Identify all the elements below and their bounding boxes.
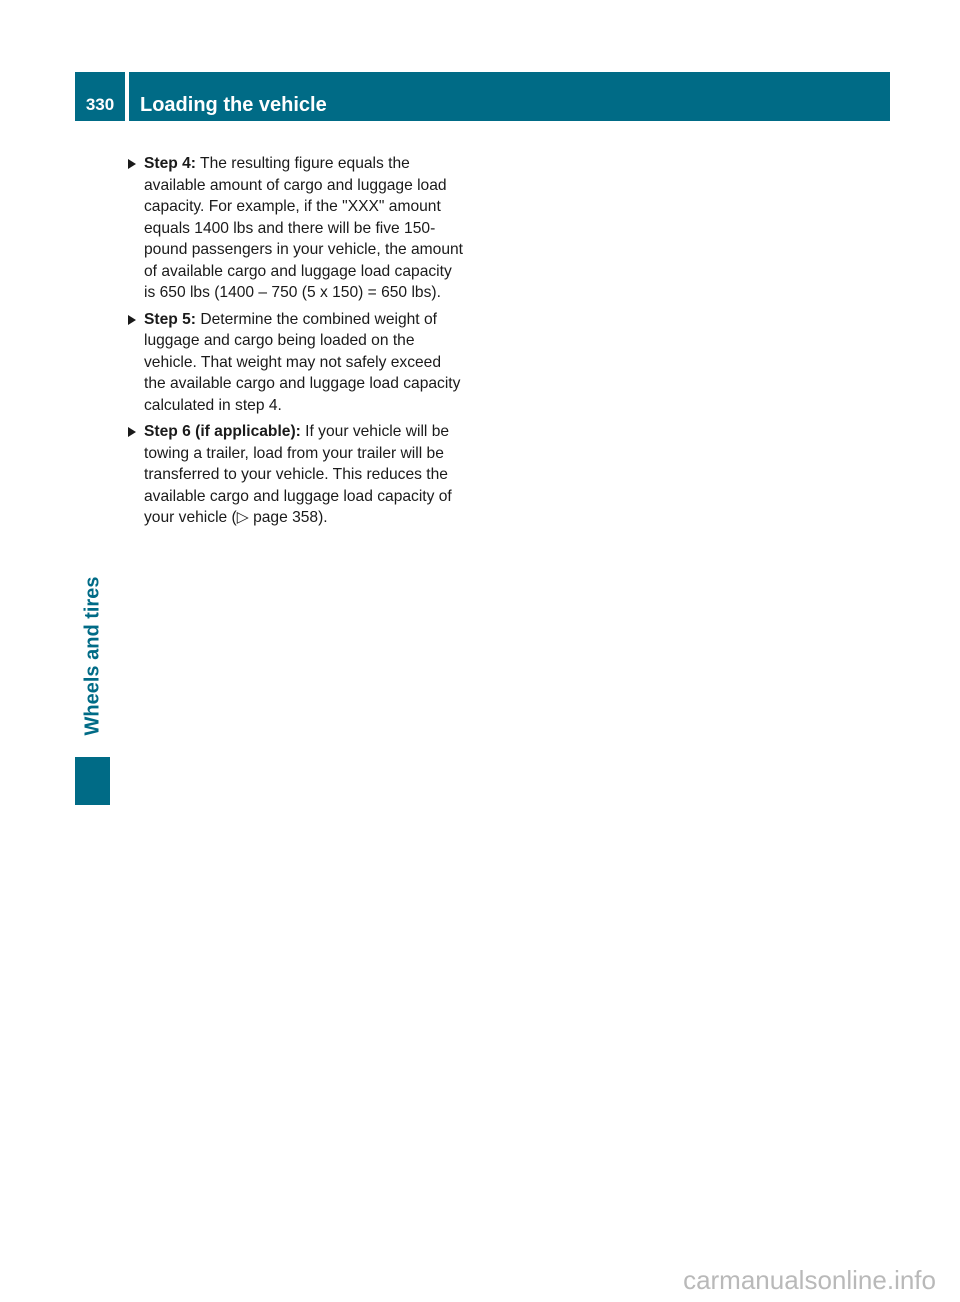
step-item-6 (125, 421, 465, 529)
page-reference-link[interactable]: page 358). (248, 509, 328, 526)
header-divider (125, 72, 129, 121)
section-title: Loading the vehicle (140, 94, 327, 116)
step-label: Step 6 (if applicable): (144, 423, 301, 440)
step-arrow-icon (128, 315, 136, 325)
step-text: Determine the combined weight of luggage and cargo being loaded on the vehicle. That weight may not safely exceed the available cargo and luggage load capacity calculated in step 4. (144, 310, 461, 414)
step-text: If your vehicle will be towing a trailer, load from your trailer will be transferred to your vehicle. This reduces the available cargo and luggage load capacity of your vehicle ( (144, 423, 452, 526)
step-label: Step 4: (144, 155, 196, 172)
watermark: carmanualsonline.info (683, 1265, 936, 1295)
page-number: 330 (85, 95, 115, 114)
side-tab-marker (75, 757, 110, 805)
step-item-5 (125, 309, 465, 417)
side-tab-label: Wheels and tires (81, 576, 103, 736)
step-arrow-icon (128, 427, 136, 437)
page-reference-icon[interactable]: ▷ (236, 509, 249, 526)
step-label: Step 5: (144, 310, 196, 328)
step-arrow-icon (128, 159, 136, 169)
instruction-list (125, 153, 465, 534)
step-text: The resulting figure equals the available amount of cargo and luggage load capacity. For example, if the "XXX" amount equals 1400 lbs and there will be five 150-pound passengers in your vehicle, the amount of available cargo and luggage load capacity is 650 lbs (1400 – 750 (5 x 150) = 650 lbs). (144, 155, 464, 301)
step-item-4 (125, 153, 465, 304)
side-tab-label-container (75, 556, 110, 756)
